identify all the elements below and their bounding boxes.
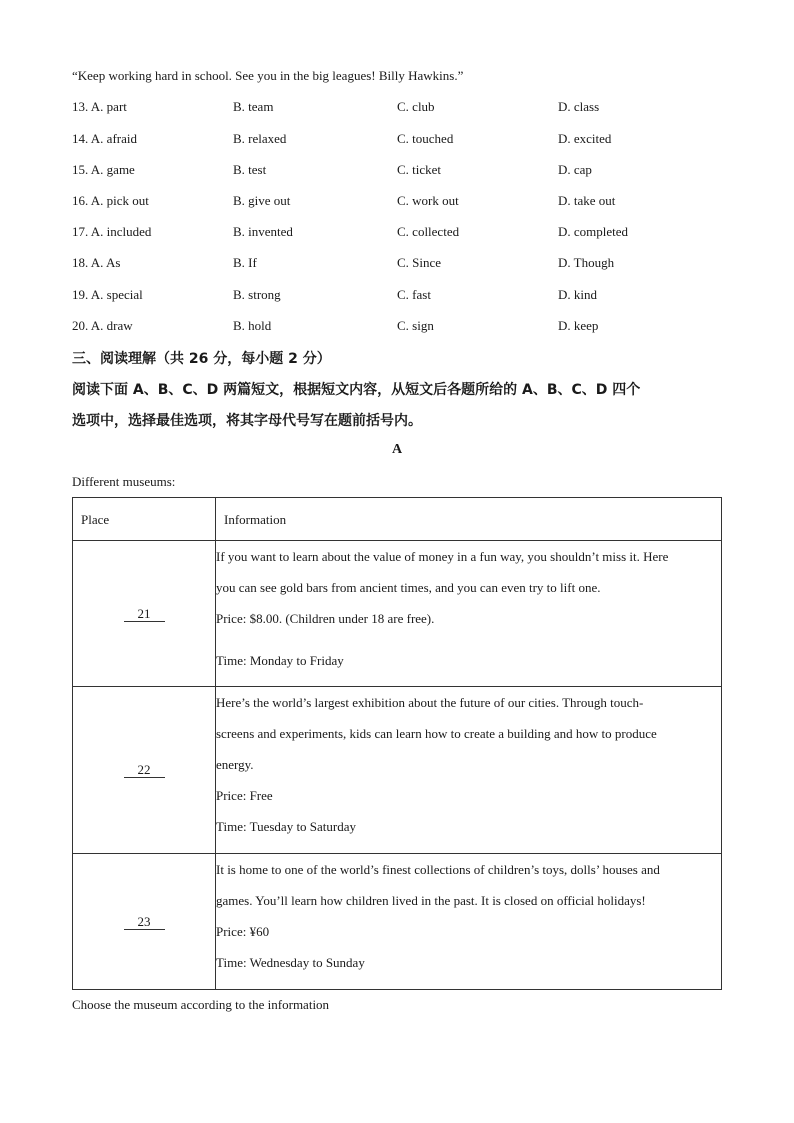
option-a: 19. A. special bbox=[72, 287, 143, 302]
option-a: 16. A. pick out bbox=[72, 193, 149, 208]
option-b: B. give out bbox=[233, 193, 291, 208]
price-line: Price: Free bbox=[216, 788, 273, 803]
time-line: Time: Tuesday to Saturday bbox=[216, 819, 357, 834]
header-place: Place bbox=[73, 498, 216, 541]
option-c: C. sign bbox=[397, 318, 434, 333]
option-a: 13. A. part bbox=[72, 99, 127, 114]
option-d: D. class bbox=[558, 99, 600, 114]
option-b: B. If bbox=[233, 255, 257, 270]
option-c: C. fast bbox=[397, 287, 431, 302]
table-row bbox=[73, 854, 722, 990]
info-line: It is home to one of the world’s finest collections of children’s toys, dolls’ houses and bbox=[216, 862, 660, 877]
option-c: C. ticket bbox=[397, 162, 442, 177]
place-cell bbox=[73, 854, 216, 990]
option-row-16 bbox=[72, 193, 732, 211]
info-line: screens and experiments, kids can learn how to create a building and how to produce bbox=[216, 726, 657, 741]
option-row-13 bbox=[72, 99, 732, 117]
option-row-20 bbox=[72, 318, 732, 336]
answer-blank-23[interactable]: 23 bbox=[124, 914, 165, 930]
option-c: C. touched bbox=[397, 131, 454, 146]
time-line: Time: Wednesday to Sunday bbox=[216, 955, 365, 970]
instructions-line-2: 选项中，选择最佳选项，将其字母代号写在题前括号内。 bbox=[72, 413, 422, 429]
option-d: D. take out bbox=[558, 193, 616, 208]
option-a: 17. A. included bbox=[72, 224, 152, 239]
quote-line: “Keep working hard in school. See you in the big leagues! Billy Hawkins.” bbox=[72, 68, 464, 83]
option-a: 14. A. afraid bbox=[72, 131, 137, 146]
option-d: D. completed bbox=[558, 224, 629, 239]
table-intro: Different museums: bbox=[72, 474, 176, 489]
option-d: D. keep bbox=[558, 318, 599, 333]
option-row-15 bbox=[72, 162, 732, 180]
table-header-row bbox=[73, 498, 722, 541]
info-line: If you want to learn about the value of money in a fun way, you shouldn’t miss it. Here bbox=[216, 549, 669, 564]
header-information: Information bbox=[216, 498, 722, 541]
info-cell bbox=[216, 854, 722, 990]
info-line: Here’s the world’s largest exhibition about the future of our cities. Through touch- bbox=[216, 695, 644, 710]
price-line: Price: $8.00. (Children under 18 are free). bbox=[216, 611, 435, 626]
option-b: B. hold bbox=[233, 318, 272, 333]
place-cell bbox=[73, 687, 216, 854]
option-row-17 bbox=[72, 224, 732, 242]
option-b: B. team bbox=[233, 99, 274, 114]
table-row bbox=[73, 541, 722, 687]
info-cell bbox=[216, 687, 722, 854]
option-d: D. excited bbox=[558, 131, 612, 146]
option-row-18 bbox=[72, 255, 732, 273]
section-title: 三、阅读理解（共 26 分，每小题 2 分） bbox=[72, 351, 331, 367]
info-line: you can see gold bars from ancient times, and you can even try to lift one. bbox=[216, 580, 601, 595]
table-outro: Choose the museum according to the information bbox=[72, 997, 330, 1012]
option-a: 15. A. game bbox=[72, 162, 135, 177]
place-cell bbox=[73, 541, 216, 687]
option-b: B. invented bbox=[233, 224, 293, 239]
option-d: D. kind bbox=[558, 287, 597, 302]
info-cell bbox=[216, 541, 722, 687]
price-line: Price: ¥60 bbox=[216, 924, 270, 939]
info-line: energy. bbox=[216, 757, 254, 772]
answer-blank-21[interactable]: 21 bbox=[124, 606, 165, 622]
passage-label: A bbox=[391, 442, 403, 457]
answer-blank-22[interactable]: 22 bbox=[124, 762, 165, 778]
table-row bbox=[73, 687, 722, 854]
option-a: 18. A. As bbox=[72, 255, 121, 270]
option-b: B. relaxed bbox=[233, 131, 287, 146]
option-a: 20. A. draw bbox=[72, 318, 133, 333]
option-c: C. Since bbox=[397, 255, 442, 270]
option-row-14 bbox=[72, 131, 732, 149]
time-line: Time: Monday to Friday bbox=[216, 653, 344, 668]
instructions-line-1: 阅读下面 A、B、C、D 两篇短文，根据短文内容，从短文后各题所给的 A、B、C、D 四个 bbox=[72, 382, 641, 398]
option-row-19 bbox=[72, 287, 732, 305]
option-b: B. strong bbox=[233, 287, 281, 302]
option-c: C. work out bbox=[397, 193, 459, 208]
option-c: C. club bbox=[397, 99, 435, 114]
option-d: D. Though bbox=[558, 255, 615, 270]
option-c: C. collected bbox=[397, 224, 460, 239]
museum-table bbox=[72, 497, 722, 990]
option-b: B. test bbox=[233, 162, 267, 177]
info-line: games. You’ll learn how children lived in the past. It is closed on official holidays! bbox=[216, 893, 646, 908]
option-d: D. cap bbox=[558, 162, 592, 177]
